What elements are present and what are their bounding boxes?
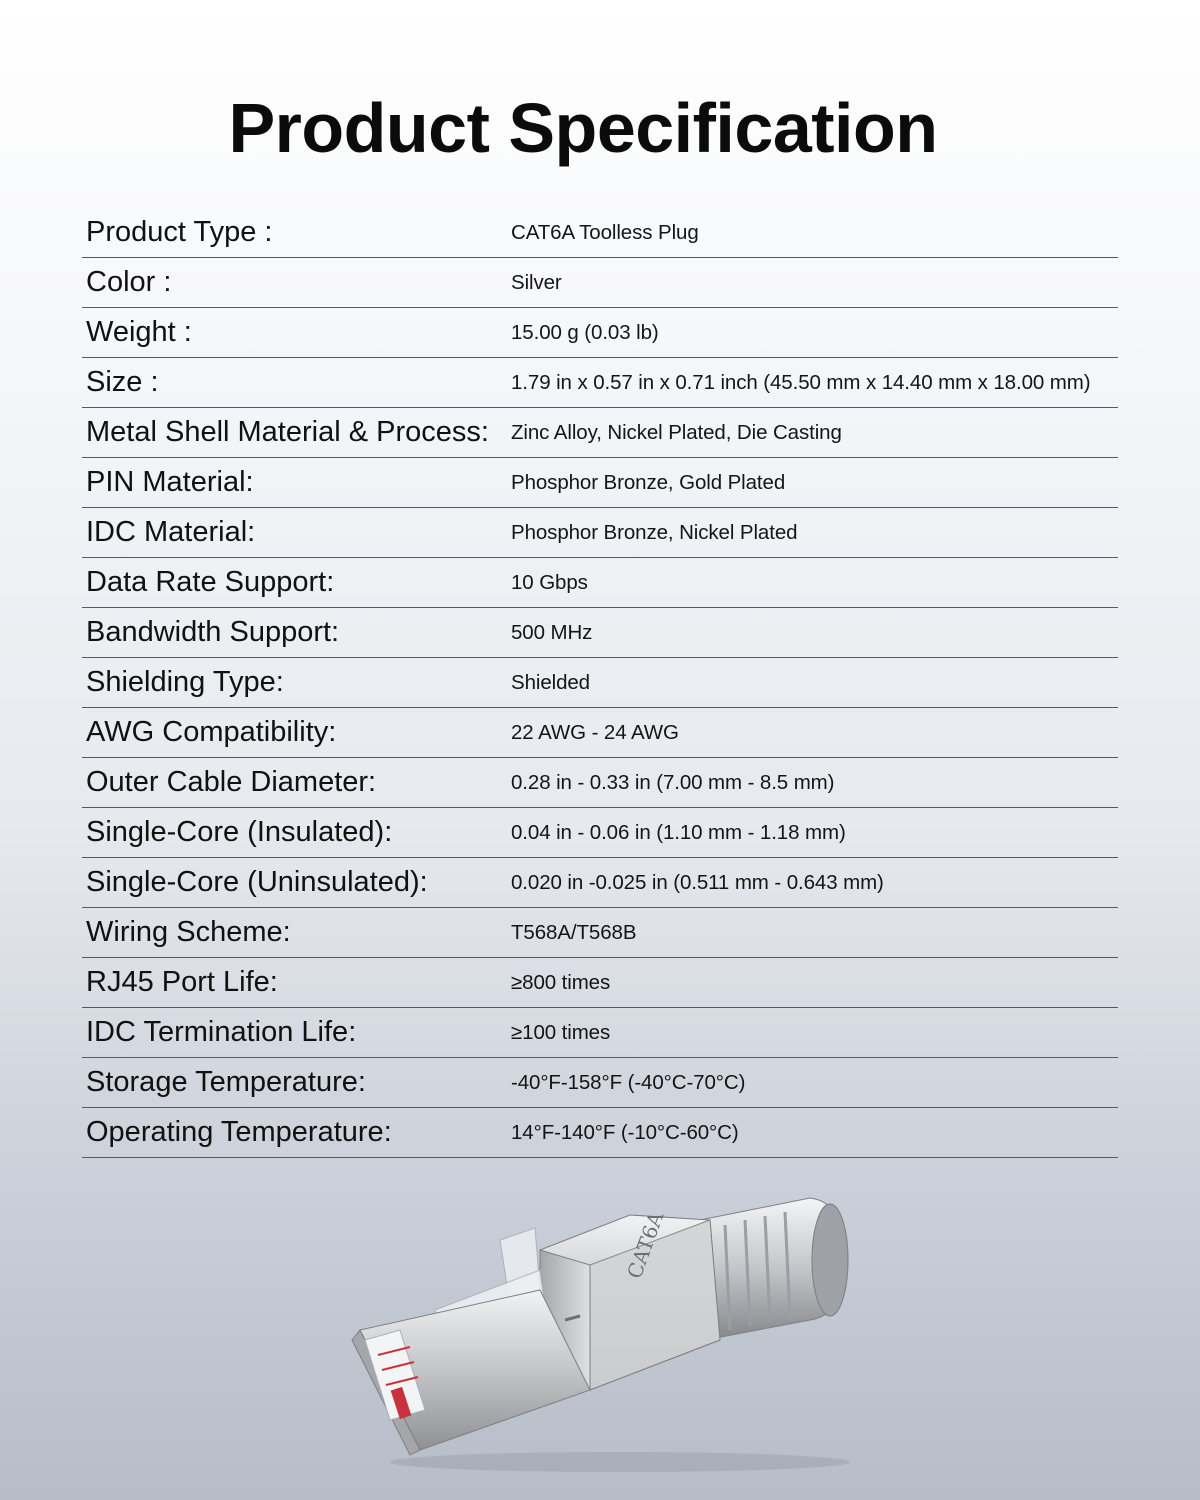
spec-label: IDC Termination Life: bbox=[86, 1016, 357, 1048]
spec-value: 500 MHz bbox=[511, 620, 593, 644]
spec-label: Metal Shell Material & Process: bbox=[86, 416, 489, 448]
spec-row-metal-shell bbox=[82, 408, 1118, 458]
spec-label: Shielding Type: bbox=[86, 666, 284, 698]
spec-row-outer-diameter bbox=[82, 758, 1118, 808]
spec-row-operating-temp bbox=[82, 1108, 1118, 1158]
spec-value: 0.020 in -0.025 in (0.511 mm - 0.643 mm) bbox=[511, 870, 884, 894]
cat6a-marking: CAT6A bbox=[622, 1208, 669, 1282]
plug-nut bbox=[700, 1198, 848, 1340]
plug-shadow bbox=[390, 1452, 850, 1472]
spec-label: Size : bbox=[86, 366, 159, 398]
spec-row-idc-material bbox=[82, 508, 1118, 558]
plug-illustration bbox=[340, 1180, 900, 1480]
spec-row-bandwidth bbox=[82, 608, 1118, 658]
spec-label: Operating Temperature: bbox=[86, 1116, 392, 1148]
spec-row-awg bbox=[82, 708, 1118, 758]
spec-value: 22 AWG - 24 AWG bbox=[511, 720, 679, 744]
spec-value: Phosphor Bronze, Nickel Plated bbox=[511, 520, 798, 544]
spec-row-product-type bbox=[82, 208, 1118, 258]
spec-value: 14°F-140°F (-10°C-60°C) bbox=[511, 1120, 739, 1144]
spec-label: AWG Compatibility: bbox=[86, 716, 337, 748]
spec-label: PIN Material: bbox=[86, 466, 254, 498]
spec-label: Data Rate Support: bbox=[86, 566, 335, 598]
spec-label: Single-Core (Insulated): bbox=[86, 816, 393, 848]
spec-row-single-core-insulated bbox=[82, 808, 1118, 858]
spec-row-wiring-scheme bbox=[82, 908, 1118, 958]
spec-row-size bbox=[82, 358, 1118, 408]
spec-row-port-life bbox=[82, 958, 1118, 1008]
spec-label: IDC Material: bbox=[86, 516, 256, 548]
page-title: Product Specification bbox=[228, 89, 938, 167]
spec-table bbox=[82, 208, 1118, 1158]
spec-label: Storage Temperature: bbox=[86, 1066, 366, 1098]
spec-label: RJ45 Port Life: bbox=[86, 966, 278, 998]
spec-row-single-core-uninsulated bbox=[82, 858, 1118, 908]
spec-label: Product Type : bbox=[86, 216, 273, 248]
spec-value: 0.04 in - 0.06 in (1.10 mm - 1.18 mm) bbox=[511, 820, 846, 844]
spec-label: Weight : bbox=[86, 316, 192, 348]
spec-row-color bbox=[82, 258, 1118, 308]
spec-row-idc-life bbox=[82, 1008, 1118, 1058]
spec-value: ≥800 times bbox=[511, 970, 611, 994]
spec-value: ≥100 times bbox=[511, 1020, 611, 1044]
spec-value: T568A/T568B bbox=[511, 920, 637, 944]
spec-label: Single-Core (Uninsulated): bbox=[86, 866, 428, 898]
spec-value: Shielded bbox=[511, 670, 590, 694]
spec-value: Phosphor Bronze, Gold Plated bbox=[511, 470, 786, 494]
spec-row-shielding bbox=[82, 658, 1118, 708]
spec-value: 1.79 in x 0.57 in x 0.71 inch (45.50 mm x 14.40 mm x 18.00 mm) bbox=[511, 370, 1091, 394]
spec-value: -40°F-158°F (-40°C-70°C) bbox=[511, 1070, 746, 1094]
spec-row-pin-material bbox=[82, 458, 1118, 508]
spec-label: Wiring Scheme: bbox=[86, 916, 291, 948]
spec-label: Color : bbox=[86, 266, 172, 298]
rj45-toolless-plug-icon bbox=[340, 1180, 900, 1480]
spec-value: Silver bbox=[511, 270, 562, 294]
spec-label: Outer Cable Diameter: bbox=[86, 766, 377, 798]
spec-label: Bandwidth Support: bbox=[86, 616, 340, 648]
spec-value: Zinc Alloy, Nickel Plated, Die Casting bbox=[511, 420, 842, 444]
spec-value: 0.28 in - 0.33 in (7.00 mm - 8.5 mm) bbox=[511, 770, 835, 794]
spec-row-data-rate bbox=[82, 558, 1118, 608]
spec-value: 10 Gbps bbox=[511, 570, 588, 594]
spec-value: CAT6A Toolless Plug bbox=[511, 220, 699, 244]
spec-row-weight bbox=[82, 308, 1118, 358]
spec-row-storage-temp bbox=[82, 1058, 1118, 1108]
spec-value: 15.00 g (0.03 lb) bbox=[511, 320, 659, 344]
